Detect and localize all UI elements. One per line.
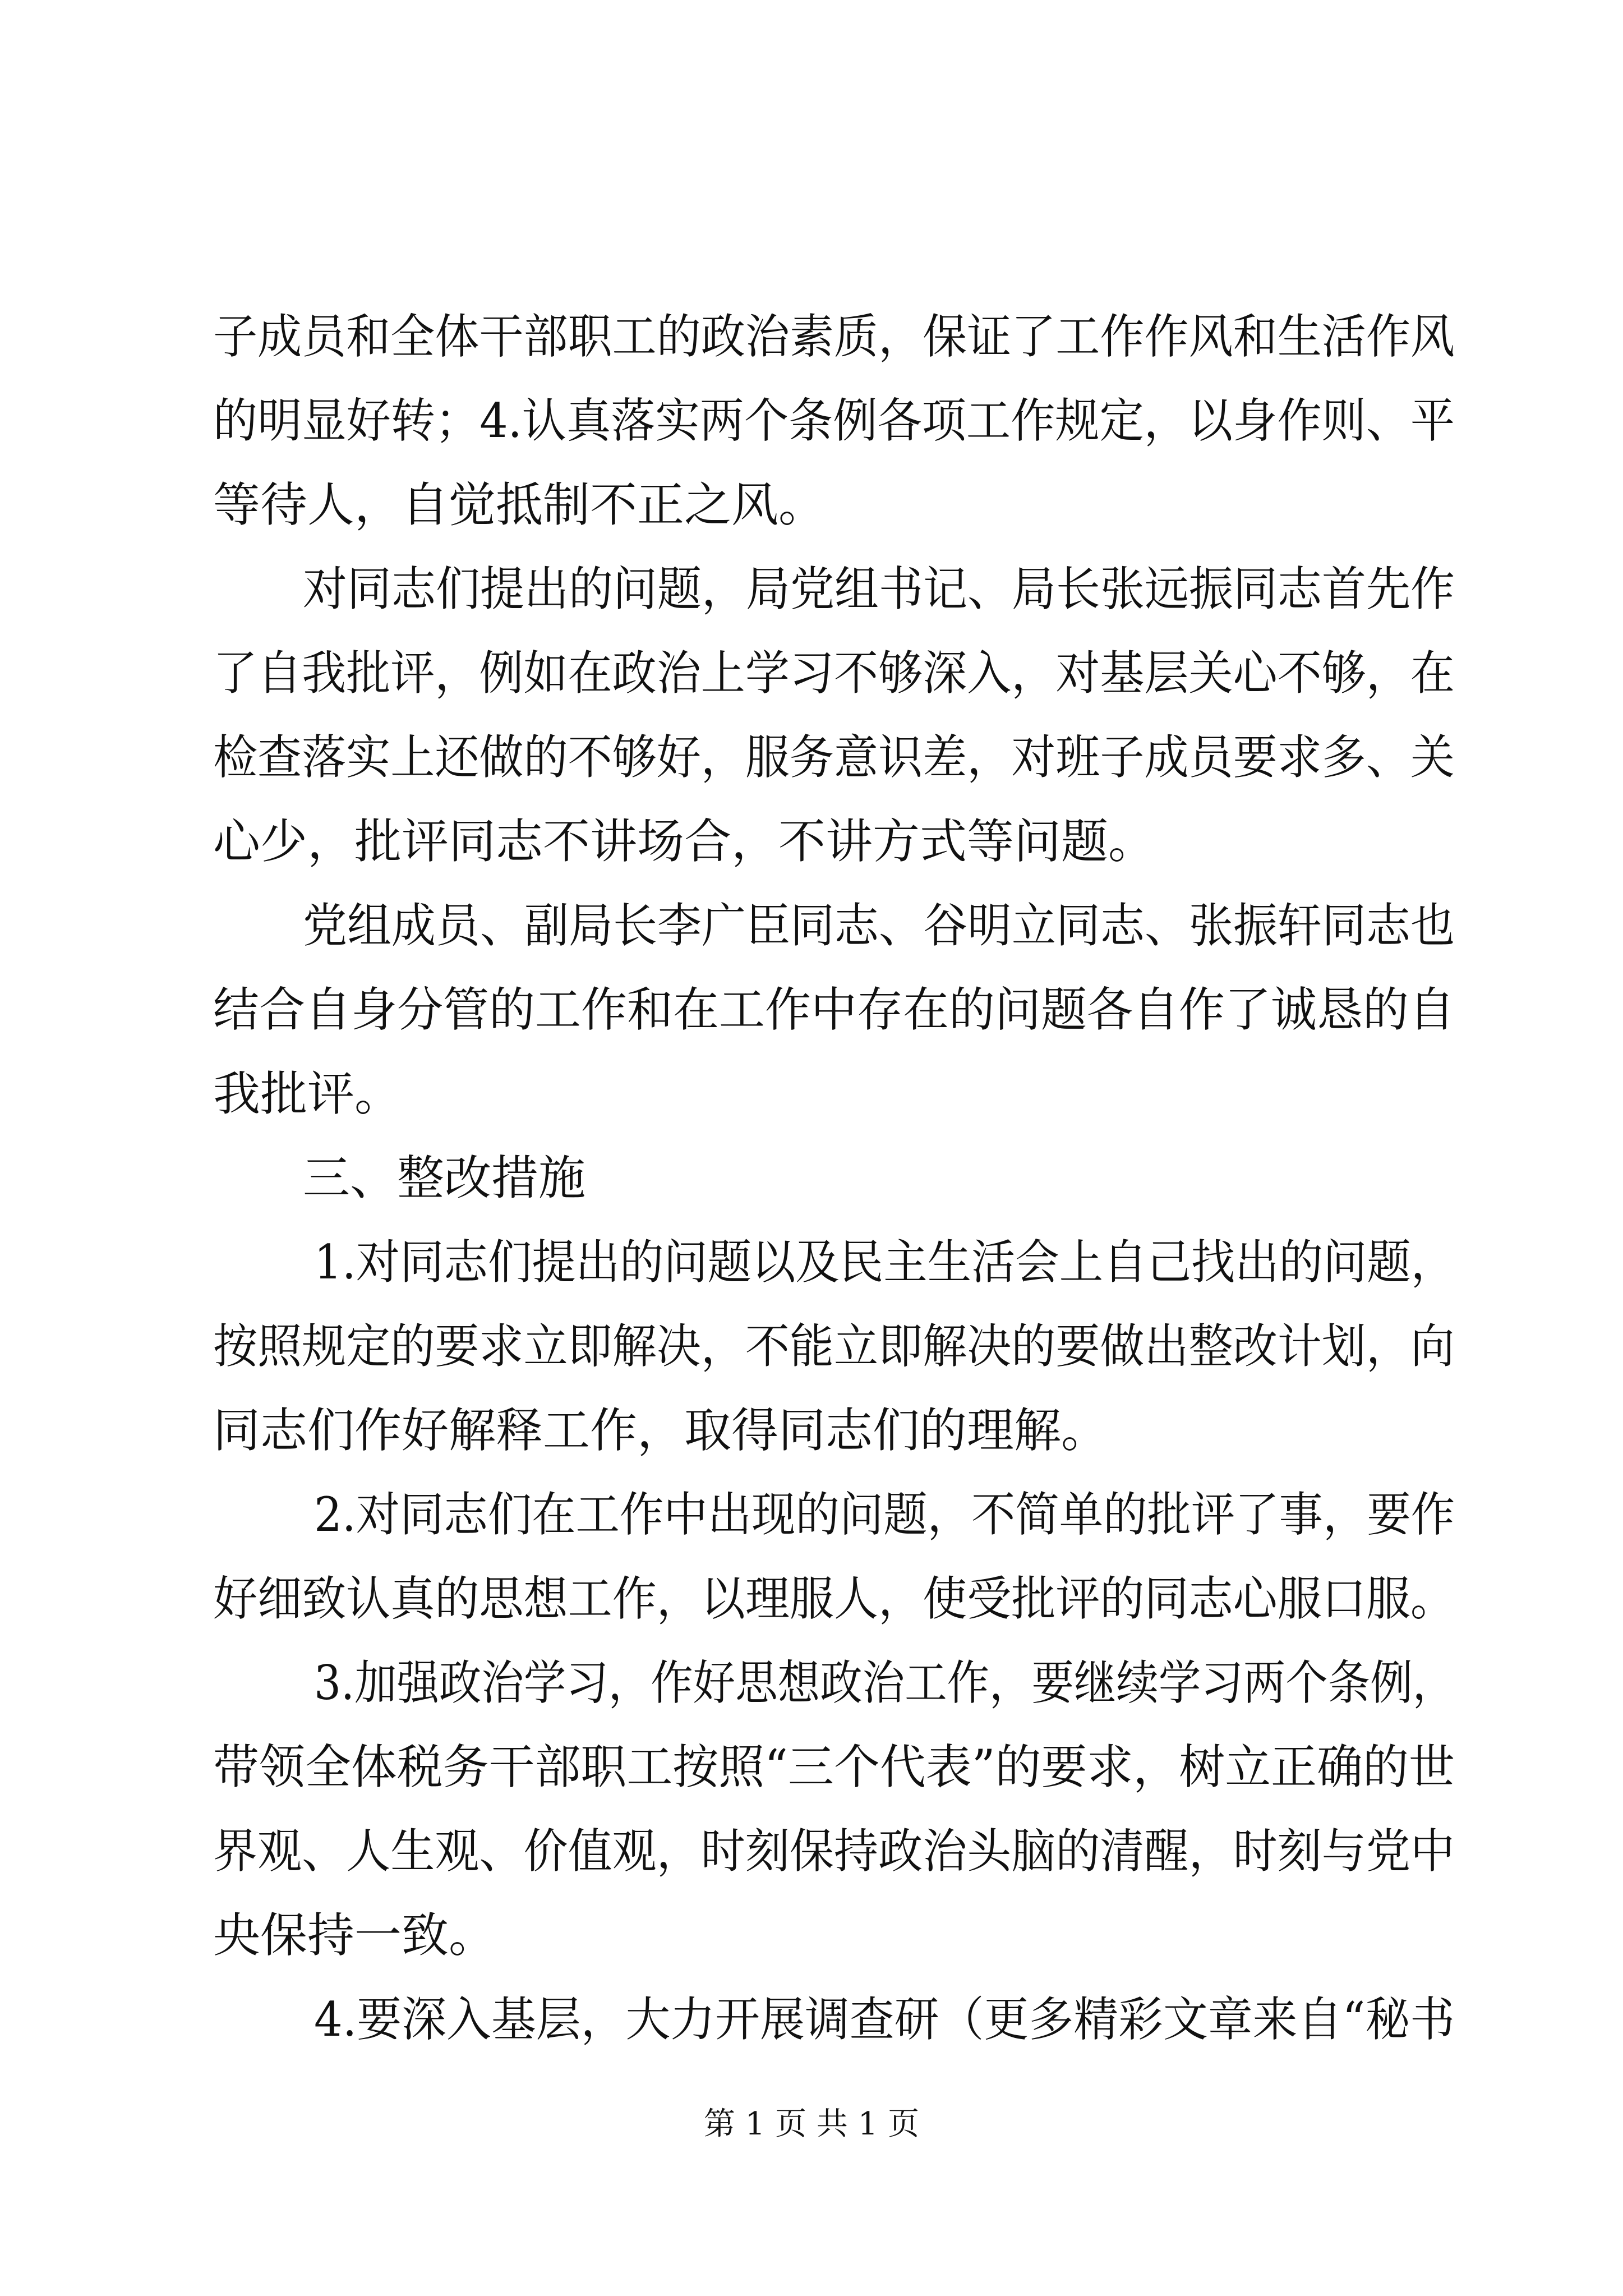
text-line: 了自我批评，例如在政治上学习不够深入，对基层关心不够，在 bbox=[213, 646, 1455, 701]
text-line: 的明显好转；4.认真落实两个条例各项工作规定，以身作则、平 bbox=[213, 393, 1455, 448]
paragraph-first-line: 对同志们提出的问题，局党组书记、局长张远振同志首先作 bbox=[303, 562, 1455, 616]
text-line: 带领全体税务干部职工按照“三个代表”的要求，树立正确的世 bbox=[213, 1740, 1455, 1795]
text-line: 同志们作好解释工作，取得同志们的理解。 bbox=[213, 1403, 1109, 1458]
page-footer: 第 1 页 共 1 页 bbox=[703, 2106, 920, 2142]
text-line: 央保持一致。 bbox=[213, 1908, 496, 1963]
text-line: 我批评。 bbox=[213, 1066, 402, 1121]
text-line: 子成员和全体干部职工的政治素质，保证了工作作风和生活作风 bbox=[213, 309, 1455, 364]
paragraph-first-line: 党组成员、副局长李广臣同志、谷明立同志、张振轩同志也 bbox=[303, 898, 1455, 953]
text-line: 界观、人生观、价值观，时刻保持政治头脑的清醒，时刻与党中 bbox=[213, 1824, 1455, 1879]
text-line: 好细致认真的思想工作，以理服人，使受批评的同志心服口服。 bbox=[213, 1571, 1455, 1626]
text-line: 检查落实上还做的不够好，服务意识差，对班子成员要求多、关 bbox=[213, 730, 1455, 785]
paragraph-first-line: 2.对同志们在工作中出现的问题，不简单的批评了事，要作 bbox=[314, 1487, 1455, 1542]
paragraph-first-line: 4.要深入基层，大力开展调查研（更多精彩文章来自“秘书 bbox=[314, 1992, 1455, 2047]
paragraph-first-line: 3.加强政治学习，作好思想政治工作，要继续学习两个条例， bbox=[314, 1655, 1455, 1710]
section-heading: 三、整改措施 bbox=[303, 1151, 586, 1205]
paragraph-first-line: 1.对同志们提出的问题以及民主生活会上自己找出的问题， bbox=[314, 1235, 1455, 1290]
text-line: 等待人，自觉抵制不正之风。 bbox=[213, 477, 826, 532]
text-line: 心少，批评同志不讲场合，不讲方式等问题。 bbox=[213, 814, 1156, 869]
text-line: 按照规定的要求立即解决，不能立即解决的要做出整改计划，向 bbox=[213, 1319, 1455, 1374]
text-line: 结合自身分管的工作和在工作中存在的问题各自作了诚恳的自 bbox=[213, 982, 1455, 1037]
